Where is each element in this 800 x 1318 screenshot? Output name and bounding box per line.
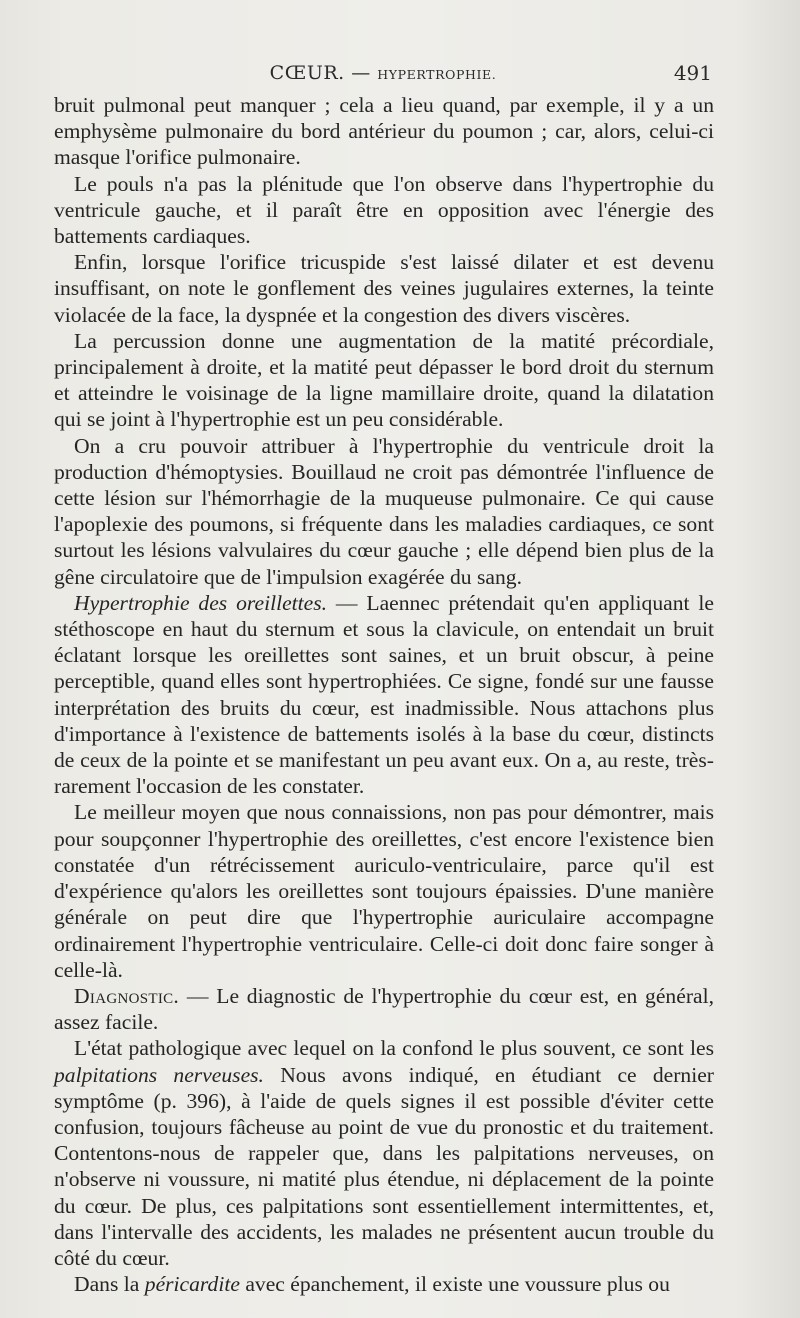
running-title: CŒUR. [269,62,345,84]
paragraph-diagnosis-text: — Le diagnostic de l'hypertrophie du cœur est, en général, assez facile. [54,983,714,1035]
section-label-diagnosis: Diagnostic. [74,983,180,1008]
paragraph-tricuspid: Enfin, lorsque l'orifice tricuspide s'est laissé dilater et est devenu insuffisant, on note le gonflement des veines jugulaires externes, la teinte violacée de la face, la dyspnée et la congestion des divers viscères. [54,250,714,327]
paragraph-palpitations [54,1035,714,1271]
page-number: 491 [673,61,712,85]
term-pericarditis: péricardite [144,1272,240,1297]
paragraph-diagnosis [54,983,714,1035]
running-head [54,62,712,84]
paragraph-pericarditis-rest: avec épanchement, il existe une voussure plus ou [239,1272,670,1297]
paragraph-palpitations-rest: Nous avons indiqué, en étudiant ce dernier symptôme (p. 396), à l'aide de quels signes il est possible d'éviter cette confusion, toujours fâcheuse au point de vue du pronostic et du traitement. Contentons-nous de rappeler que, dans les palpitations nerveuses, on n'observe ni voussure, ni matité plus étendue, ni déplacement de la pointe du cœur. De plus, ces palpitations sont essentiellement intermittentes, et, dans l'intervalle des accidents, les malades ne présentent aucun trouble du côté du cœur. [54,1062,714,1270]
paragraph-pericarditis-start: Dans la [74,1272,145,1297]
paragraph-percussion: La percussion donne une augmentation de la matité précordiale, principalement à droite, et la matité peut dépasser le bord droit du sternum et atteindre le voisinage de la ligne mamillaire droite, quand la dilatation qui se joint à l'hypertrophie est un peu considérable. [54,328,714,432]
paragraph-pericarditis [54,1271,714,1297]
section-title-atria: Hypertrophie des oreillettes. [74,590,328,615]
paragraph-atrial-hypertrophy [54,590,714,800]
paragraph-continued: bruit pulmonal peut manquer ; cela a lieu quand, par exemple, il y a un emphysème pulmonaire du bord antérieur du poumon ; car, alors, celui-ci masque l'orifice pulmonaire. [54,93,714,170]
running-subtitle: HYPERTROPHIE. [377,67,497,82]
paragraph-palpitations-start: L'état pathologique avec lequel on la confond le plus souvent, ce sont les [74,1036,714,1061]
running-head-dash: — [351,62,371,84]
paragraph-hemoptysis: On a cru pouvoir attribuer à l'hypertrophie du ventricule droit la production d'hémoptysies. Bouillaud ne croit pas démontrée l'influence de cette lésion sur l'hémorrhagie de la muqueuse pulmonaire. Ce qui cause l'apoplexie des poumons, si fréquente dans les maladies cardiaques, ce sont surtout les lésions valvulaires du cœur gauche ; elle dépend bien plus de la gêne circulatoire que de l'impulsion exagérée du sang. [54,433,714,589]
paragraph-best-means: Le meilleur moyen que nous connaissions, non pas pour démontrer, mais pour soupçonner l'hypertrophie des oreillettes, c'est encore l'existence bien constatée d'un rétrécissement auriculo-ventriculaire, parce qu'il est d'expérience qu'alors les oreillettes sont toujours épaissies. D'une manière générale on peut dire que l'hypertrophie auriculaire accompagne ordinairement l'hypertrophie ventriculaire. Celle-ci doit donc faire songer à celle-là. [54,800,714,982]
paragraph-pulse: Le pouls n'a pas la plénitude que l'on observe dans l'hypertrophie du ventricule gauche, et il paraît être en opposition avec l'énergie des battements cardiaques. [54,171,714,249]
term-palpitations: palpitations nerveuses. [54,1062,264,1087]
page-header [54,58,712,90]
body-text [54,92,714,1297]
paragraph-atrial-text: — Laennec prétendait qu'en appliquant le stéthoscope en haut du sternum et sous la clavicule, on entendait un bruit éclatant lorsque les oreillettes sont saines, et un bruit obscur, à peine perceptible, quand elles sont hypertrophiées. Ce signe, fondé sur une fausse interprétation des bruits du cœur, est inadmissible. Nous attachons plus d'importance à l'existence de battements isolés à la base du cœur, distincts de ceux de la pointe et se manifestant un peu avant eux. On a, au reste, très-rarement l'occasion de les constater. [54,590,714,799]
